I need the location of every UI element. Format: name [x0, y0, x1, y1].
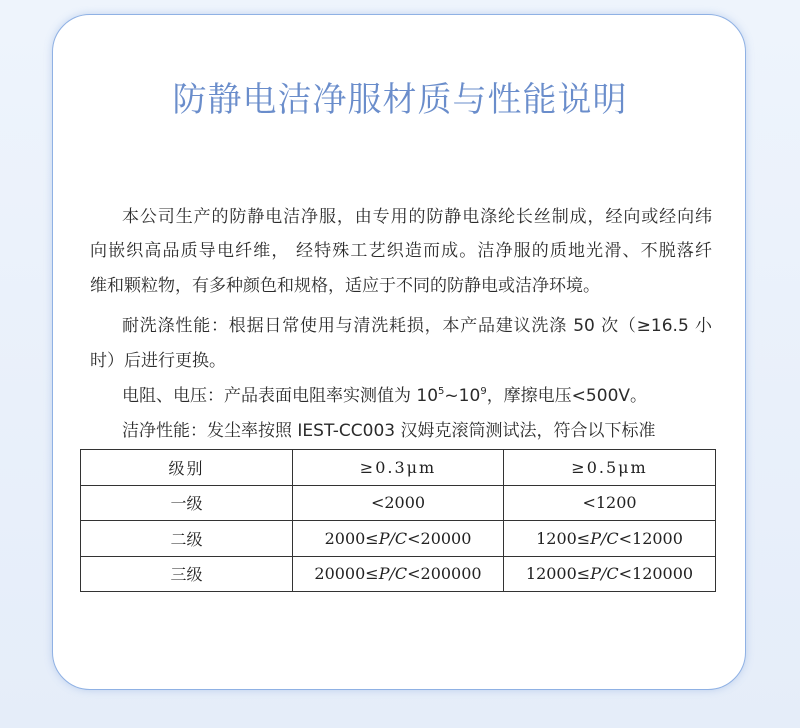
resistance-exponent-high: 9	[480, 386, 487, 397]
cell-value-suffix: <200000	[407, 564, 482, 584]
cell-value-suffix: <12000	[618, 528, 683, 548]
resistance-text-suffix: ，摩擦电压<500V。	[486, 386, 648, 406]
cell-value-prefix: 1200≤	[536, 528, 591, 548]
table-header-row	[81, 450, 716, 486]
cell-value-suffix: <120000	[618, 564, 694, 584]
cell-grade: 三级	[81, 556, 293, 592]
cell-grade: 二级	[81, 521, 293, 557]
intro-line-3: 维和颗粒物，有多种颜色和规格，适应于不同的防静电或洁净环境。	[90, 276, 600, 296]
cell-value-prefix: 2000≤	[324, 528, 379, 548]
resistance-line	[122, 384, 647, 408]
cell-particle-0-5um	[504, 556, 716, 592]
cell-variable: P/C	[590, 528, 619, 548]
table-row	[81, 521, 716, 557]
header-particle-0-3um: ≥0.3μm	[293, 450, 504, 486]
header-particle-0-5um: ≥0.5μm	[504, 450, 716, 486]
cell-particle-0-5um	[504, 521, 716, 557]
cell-variable: P/C	[378, 528, 408, 548]
table-row	[81, 556, 716, 592]
cell-value-prefix: <1200	[582, 493, 637, 513]
cell-variable: P/C	[590, 564, 619, 584]
header-grade: 级别	[81, 450, 293, 486]
cell-variable: P/C	[378, 564, 408, 584]
intro-line-1: 本公司生产的防静电洁净服，由专用的防静电涤纶长丝制成，经向或经向纬	[122, 207, 712, 227]
intro-line-2: 向嵌织高品质导电纤维， 经特殊工艺织造而成。洁净服的质地光滑、不脱落纤	[90, 241, 712, 261]
cell-value-prefix: 12000≤	[525, 564, 591, 584]
washing-line-1: 耐洗涤性能：根据日常使用与清洗耗损，本产品建议洗涤 50 次（≥16.5 小	[122, 316, 712, 336]
cell-particle-0-5um	[504, 485, 716, 521]
cell-grade: 一级	[81, 485, 293, 521]
resistance-text-prefix: 电阻、电压：产品表面电阻率实测值为 10	[122, 386, 439, 406]
resistance-text-middle: ~10	[444, 386, 481, 406]
cell-particle-0-3um	[293, 485, 504, 521]
table-row	[81, 485, 716, 521]
page-title: 防静电洁净服材质与性能说明	[172, 80, 628, 120]
cleanliness-grade-table	[80, 449, 716, 592]
cleanliness-line: 洁净性能：发尘率按照 IEST-CC003 汉姆克滚筒测试法，符合以下标准	[122, 421, 656, 441]
cell-particle-0-3um	[293, 556, 504, 592]
cell-value-suffix: <20000	[407, 528, 472, 548]
cell-value-prefix: <2000	[370, 493, 426, 513]
cell-particle-0-3um	[293, 521, 504, 557]
resistance-exponent-low: 5	[438, 386, 445, 397]
washing-line-2: 时）后进行更换。	[90, 351, 226, 371]
cell-value-prefix: 20000≤	[314, 564, 379, 584]
